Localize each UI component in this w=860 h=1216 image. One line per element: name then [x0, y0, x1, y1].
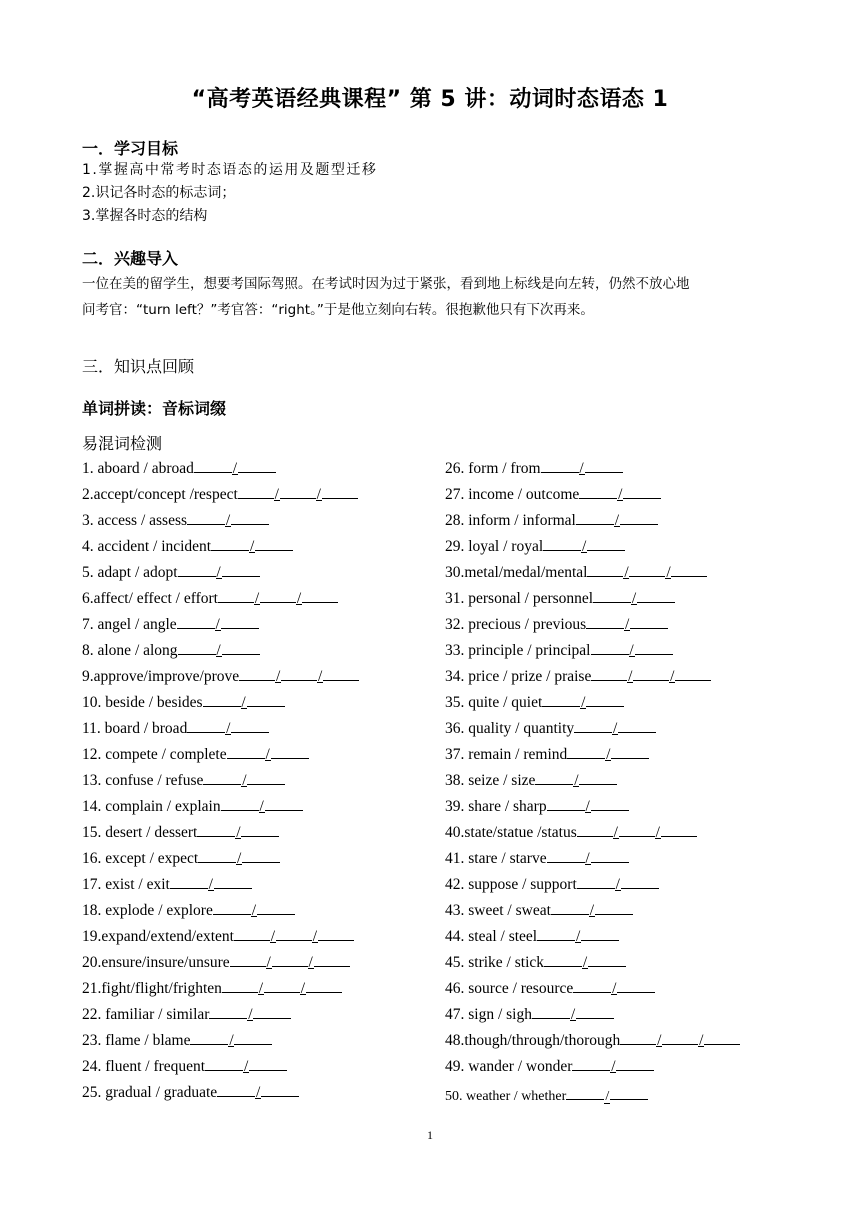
answer-separator: /: [225, 512, 231, 529]
answer-separator: /: [618, 486, 623, 503]
answer-separator: /: [581, 694, 586, 711]
answer-separator: /: [226, 720, 231, 737]
answer-blank[interactable]: [535, 770, 573, 785]
answer-blank[interactable]: [585, 458, 623, 473]
word-item: [82, 562, 260, 582]
answer-blank[interactable]: [618, 718, 656, 733]
answer-blank[interactable]: [576, 1004, 614, 1019]
answer-blank[interactable]: [271, 744, 309, 759]
word-item: [445, 900, 633, 920]
answer-blank[interactable]: [197, 822, 235, 837]
word-item: [445, 510, 658, 530]
answer-blank[interactable]: [591, 848, 629, 863]
answer-separator: /: [589, 902, 595, 919]
answer-blank[interactable]: [576, 510, 614, 525]
word-item: [445, 666, 711, 686]
word-item: [445, 692, 624, 712]
answer-separator: /: [612, 980, 617, 997]
word-item: [445, 978, 655, 998]
answer-separator: /: [274, 486, 279, 503]
answer-blank[interactable]: [591, 666, 627, 681]
answer-separator: /: [266, 954, 271, 971]
word-item-text: 32. precious / previous: [445, 616, 587, 633]
word-item-text: 11. board / broad: [82, 720, 188, 737]
answer-blank[interactable]: [633, 666, 669, 681]
answer-blank[interactable]: [255, 536, 293, 551]
answer-blank[interactable]: [541, 458, 579, 473]
answer-separator: /: [229, 1032, 234, 1049]
answer-blank[interactable]: [178, 640, 216, 655]
answer-blank[interactable]: [264, 978, 300, 993]
answer-separator: /: [611, 1058, 616, 1075]
word-item-text: 10. beside / besides: [82, 694, 203, 711]
answer-blank[interactable]: [231, 510, 269, 525]
answer-blank[interactable]: [577, 874, 615, 889]
word-item: [82, 926, 354, 946]
word-item-text: 37. remain / remind: [445, 746, 568, 763]
word-item-text: 2.accept/concept /respect: [82, 486, 238, 503]
answer-blank[interactable]: [257, 900, 295, 915]
answer-blank[interactable]: [322, 484, 358, 499]
answer-blank[interactable]: [610, 1085, 648, 1100]
subheading-phonics: 单词拼读：音标词缀: [82, 399, 227, 418]
word-item-text: 12. compete / complete: [82, 746, 227, 763]
word-item: [82, 1082, 299, 1102]
subheading-confusing-words: 易混词检测: [82, 434, 163, 453]
answer-blank[interactable]: [566, 1085, 604, 1100]
word-item-text: 13. confuse / refuse: [82, 772, 204, 789]
answer-blank[interactable]: [222, 562, 260, 577]
word-item: [445, 744, 649, 764]
section-2-heading: 二．兴趣导入: [82, 249, 179, 268]
page-title: “高考英语经典课程” 第 5 讲：动词时态语态 1: [191, 87, 669, 112]
word-item: [445, 926, 619, 946]
answer-separator: /: [300, 980, 306, 997]
word-item: [82, 1056, 287, 1076]
word-item-text: 35. quite / quiet: [445, 694, 543, 711]
answer-blank[interactable]: [221, 796, 259, 811]
answer-blank[interactable]: [537, 926, 575, 941]
answer-blank[interactable]: [302, 588, 338, 603]
answer-blank[interactable]: [194, 458, 232, 473]
answer-separator: /: [614, 512, 620, 529]
word-item-text: 15. desert / dessert: [82, 824, 198, 841]
answer-separator: /: [265, 746, 270, 763]
answer-blank[interactable]: [542, 692, 580, 707]
answer-separator: /: [216, 642, 221, 659]
answer-separator: /: [312, 928, 318, 945]
answer-blank[interactable]: [551, 900, 589, 915]
answer-blank[interactable]: [178, 562, 216, 577]
answer-blank[interactable]: [611, 744, 649, 759]
answer-blank[interactable]: [222, 978, 258, 993]
answer-blank[interactable]: [620, 510, 658, 525]
answer-blank[interactable]: [591, 796, 629, 811]
answer-blank[interactable]: [637, 588, 675, 603]
answer-separator: /: [317, 668, 323, 685]
word-item: [82, 510, 269, 530]
word-item: [445, 822, 697, 842]
word-item-text: 45. strike / stick: [445, 954, 545, 971]
answer-blank[interactable]: [593, 588, 631, 603]
word-item-text: 25. gradual / graduate: [82, 1084, 218, 1101]
word-item: [445, 770, 617, 790]
answer-separator: /: [570, 1006, 576, 1023]
answer-blank[interactable]: [591, 640, 629, 655]
word-item-text: 6.affect/ effect / effort: [82, 590, 218, 607]
answer-separator: /: [251, 902, 257, 919]
answer-separator: /: [215, 616, 220, 633]
word-item-text: 9.approve/improve/prove: [82, 668, 240, 685]
answer-blank[interactable]: [227, 744, 265, 759]
answer-blank[interactable]: [205, 1056, 243, 1071]
word-item-text: 3. access / assess: [82, 512, 188, 529]
answer-blank[interactable]: [177, 614, 215, 629]
answer-blank[interactable]: [662, 1030, 698, 1045]
answer-blank[interactable]: [231, 718, 269, 733]
answer-separator: /: [574, 772, 579, 789]
answer-blank[interactable]: [630, 614, 668, 629]
answer-blank[interactable]: [704, 1030, 740, 1045]
word-item-text: 24. fluent / frequent: [82, 1058, 206, 1075]
answer-blank[interactable]: [547, 796, 585, 811]
word-item: [82, 536, 293, 556]
answer-separator: /: [582, 538, 587, 555]
answer-blank[interactable]: [544, 952, 582, 967]
answer-separator: /: [254, 590, 260, 607]
answer-separator: /: [625, 616, 630, 633]
answer-blank[interactable]: [241, 822, 279, 837]
word-item-text: 47. sign / sigh: [445, 1006, 532, 1023]
word-item: [445, 952, 626, 972]
answer-blank[interactable]: [234, 926, 270, 941]
word-item: [445, 718, 656, 738]
answer-separator: /: [585, 850, 590, 867]
answer-separator: /: [699, 1032, 704, 1049]
answer-blank[interactable]: [587, 536, 625, 551]
answer-blank[interactable]: [211, 536, 249, 551]
answer-blank[interactable]: [671, 562, 707, 577]
word-item: [82, 978, 342, 998]
answer-blank[interactable]: [198, 848, 236, 863]
answer-separator: /: [624, 564, 629, 581]
answer-blank[interactable]: [577, 822, 613, 837]
answer-separator: /: [582, 954, 588, 971]
answer-blank[interactable]: [253, 1004, 291, 1019]
answer-blank[interactable]: [619, 822, 655, 837]
word-item-text: 50. weather / whether: [445, 1089, 567, 1104]
word-item-text: 30.metal/medal/mental: [445, 564, 588, 581]
answer-blank[interactable]: [532, 1004, 570, 1019]
word-item-text: 27. income / outcome: [445, 486, 580, 503]
answer-blank[interactable]: [190, 1030, 228, 1045]
word-item-text: 29. loyal / royal: [445, 538, 544, 555]
word-item-text: 26. form / from: [445, 460, 541, 477]
answer-blank[interactable]: [620, 1030, 656, 1045]
word-item-text: 48.though/through/thorough: [445, 1032, 621, 1049]
answer-separator: /: [216, 564, 221, 581]
word-item-text: 31. personal / personnel: [445, 590, 594, 607]
goal-line-1: 1.掌握高中常考时态语态的运用及题型迁移: [82, 162, 378, 178]
word-item: [445, 848, 629, 868]
answer-separator: /: [655, 824, 660, 841]
answer-blank[interactable]: [547, 848, 585, 863]
answer-blank[interactable]: [239, 666, 275, 681]
answer-separator: /: [296, 590, 302, 607]
answer-separator: /: [232, 460, 238, 477]
answer-blank[interactable]: [280, 484, 316, 499]
page-number: 1: [427, 1128, 433, 1142]
answer-separator: /: [629, 642, 634, 659]
answer-blank[interactable]: [170, 874, 208, 889]
answer-blank[interactable]: [242, 848, 280, 863]
word-item: [82, 458, 276, 478]
answer-blank[interactable]: [586, 614, 624, 629]
word-item-text: 20.ensure/insure/unsure: [82, 954, 230, 971]
word-item: [82, 796, 303, 816]
answer-blank[interactable]: [629, 562, 665, 577]
word-item: [445, 484, 661, 504]
answer-separator: /: [615, 876, 620, 893]
answer-separator: /: [585, 798, 590, 815]
intro-paragraph-line-2: 问考官：“turn left？”考官答：“right。”于是他立刻向右转。很抱歉他只有下次再来。: [82, 302, 594, 318]
answer-blank[interactable]: [247, 692, 285, 707]
answer-blank[interactable]: [587, 562, 623, 577]
word-item-text: 23. flame / blame: [82, 1032, 191, 1049]
answer-blank[interactable]: [661, 822, 697, 837]
answer-blank[interactable]: [214, 874, 252, 889]
answer-separator: /: [605, 1089, 610, 1104]
answer-blank[interactable]: [323, 666, 359, 681]
word-item-text: 36. quality / quantity: [445, 720, 575, 737]
word-item-text: 14. complain / explain: [82, 798, 221, 815]
answer-blank[interactable]: [234, 1030, 272, 1045]
answer-blank[interactable]: [675, 666, 711, 681]
word-item: [82, 640, 260, 660]
answer-blank[interactable]: [617, 978, 655, 993]
answer-blank[interactable]: [222, 640, 260, 655]
word-item-text: 21.fight/flight/frighten: [82, 980, 222, 997]
answer-separator: /: [670, 668, 675, 685]
answer-blank[interactable]: [187, 510, 225, 525]
answer-blank[interactable]: [595, 900, 633, 915]
answer-blank[interactable]: [574, 718, 612, 733]
word-item-text: 1. aboard / abroad: [82, 460, 194, 477]
answer-separator: /: [628, 668, 633, 685]
word-item: [82, 718, 269, 738]
word-item: [82, 1030, 272, 1050]
answer-separator: /: [613, 720, 618, 737]
word-item-text: 4. accident / incident: [82, 538, 212, 555]
answer-separator: /: [237, 850, 242, 867]
answer-blank[interactable]: [209, 1004, 247, 1019]
answer-blank[interactable]: [572, 1056, 610, 1071]
word-item: [82, 848, 280, 868]
answer-separator: /: [579, 460, 584, 477]
word-item-text: 17. exist / exit: [82, 876, 170, 893]
answer-blank[interactable]: [249, 1056, 287, 1071]
answer-separator: /: [255, 1084, 261, 1101]
section-3-heading: 三．知识点回顾: [82, 357, 195, 376]
answer-separator: /: [657, 1032, 662, 1049]
answer-blank[interactable]: [221, 614, 259, 629]
answer-blank[interactable]: [203, 770, 241, 785]
word-item-text: 7. angel / angle: [82, 616, 177, 633]
answer-blank[interactable]: [261, 1082, 299, 1097]
word-item: [82, 484, 358, 504]
word-item: [82, 770, 285, 790]
word-item: [445, 640, 673, 660]
answer-separator: /: [249, 538, 255, 555]
answer-separator: /: [259, 798, 264, 815]
word-item: [445, 1056, 654, 1076]
answer-blank[interactable]: [306, 978, 342, 993]
answer-blank[interactable]: [621, 874, 659, 889]
answer-separator: /: [208, 876, 213, 893]
word-item: [445, 614, 668, 634]
word-item-text: 8. alone / along: [82, 642, 178, 659]
answer-blank[interactable]: [187, 718, 225, 733]
word-item: [82, 692, 285, 712]
word-item: [82, 822, 279, 842]
answer-blank[interactable]: [203, 692, 241, 707]
word-item-text: 19.expand/extend/extent: [82, 928, 234, 945]
answer-blank[interactable]: [318, 926, 354, 941]
word-item: [445, 562, 707, 582]
word-item-text: 33. principle / principal: [445, 642, 591, 659]
answer-blank[interactable]: [616, 1056, 654, 1071]
answer-separator: /: [241, 694, 246, 711]
word-item: [82, 900, 295, 920]
answer-blank[interactable]: [573, 978, 611, 993]
answer-separator: /: [275, 668, 281, 685]
word-item: [82, 588, 338, 608]
word-item-text: 28. inform / informal: [445, 512, 576, 529]
answer-separator: /: [631, 590, 637, 607]
answer-blank[interactable]: [623, 484, 661, 499]
word-item-text: 22. familiar / similar: [82, 1006, 210, 1023]
answer-blank[interactable]: [543, 536, 581, 551]
answer-blank[interactable]: [314, 952, 350, 967]
answer-separator: /: [242, 772, 247, 789]
word-item-text: 38. seize / size: [445, 772, 536, 789]
word-item: [445, 1085, 648, 1105]
answer-blank[interactable]: [238, 458, 276, 473]
answer-blank[interactable]: [581, 926, 619, 941]
answer-blank[interactable]: [238, 484, 274, 499]
answer-blank[interactable]: [567, 744, 605, 759]
word-item-text: 16. except / expect: [82, 850, 199, 867]
word-item: [82, 874, 252, 894]
word-item-text: 42. suppose / support: [445, 876, 577, 893]
answer-separator: /: [270, 928, 276, 945]
word-item-text: 39. share / sharp: [445, 798, 547, 815]
answer-blank[interactable]: [281, 666, 317, 681]
word-item-text: 18. explode / explore: [82, 902, 213, 919]
word-item-text: 34. price / prize / praise: [445, 668, 592, 685]
intro-paragraph-line-1: 一位在美的留学生，想要考国际驾照。在考试时因为过于紧张，看到地上标线是向左转，仍然不放心地: [82, 276, 690, 292]
answer-blank[interactable]: [265, 796, 303, 811]
word-item: [82, 952, 350, 972]
answer-blank[interactable]: [260, 588, 296, 603]
word-item: [82, 614, 259, 634]
answer-blank[interactable]: [218, 588, 254, 603]
answer-blank[interactable]: [213, 900, 251, 915]
answer-separator: /: [243, 1058, 249, 1075]
word-item-text: 46. source / resource: [445, 980, 574, 997]
answer-separator: /: [316, 486, 321, 503]
word-item: [82, 744, 309, 764]
answer-blank[interactable]: [586, 692, 624, 707]
word-item: [82, 666, 359, 686]
word-item: [445, 1004, 614, 1024]
answer-separator: /: [666, 564, 671, 581]
word-item: [445, 1030, 740, 1050]
answer-separator: /: [248, 1006, 253, 1023]
word-item: [445, 874, 659, 894]
answer-blank[interactable]: [579, 484, 617, 499]
word-item: [445, 796, 629, 816]
answer-separator: /: [575, 928, 581, 945]
answer-blank[interactable]: [579, 770, 617, 785]
word-item: [445, 588, 675, 608]
word-item: [445, 536, 625, 556]
word-item-text: 40.state/statue /status: [445, 824, 577, 841]
word-item-text: 44. steal / steel: [445, 928, 538, 945]
word-item-text: 5. adapt / adopt: [82, 564, 178, 581]
answer-separator: /: [308, 954, 313, 971]
answer-blank[interactable]: [276, 926, 312, 941]
word-item-text: 41. stare / starve: [445, 850, 547, 867]
word-item: [82, 1004, 291, 1024]
answer-blank[interactable]: [635, 640, 673, 655]
section-1-heading: 一．学习目标: [82, 139, 179, 158]
answer-separator: /: [613, 824, 618, 841]
word-item-text: 49. wander / wonder: [445, 1058, 573, 1075]
answer-blank[interactable]: [588, 952, 626, 967]
answer-blank[interactable]: [272, 952, 308, 967]
answer-separator: /: [236, 824, 241, 841]
word-item-text: 43. sweet / sweat: [445, 902, 551, 919]
answer-separator: /: [606, 746, 611, 763]
word-item: [445, 458, 623, 478]
answer-separator: /: [258, 980, 264, 997]
answer-blank[interactable]: [217, 1082, 255, 1097]
goal-line-2: 2.识记各时态的标志词；: [82, 185, 236, 201]
answer-blank[interactable]: [247, 770, 285, 785]
answer-blank[interactable]: [230, 952, 266, 967]
goal-line-3: 3.掌握各时态的结构: [82, 208, 208, 224]
